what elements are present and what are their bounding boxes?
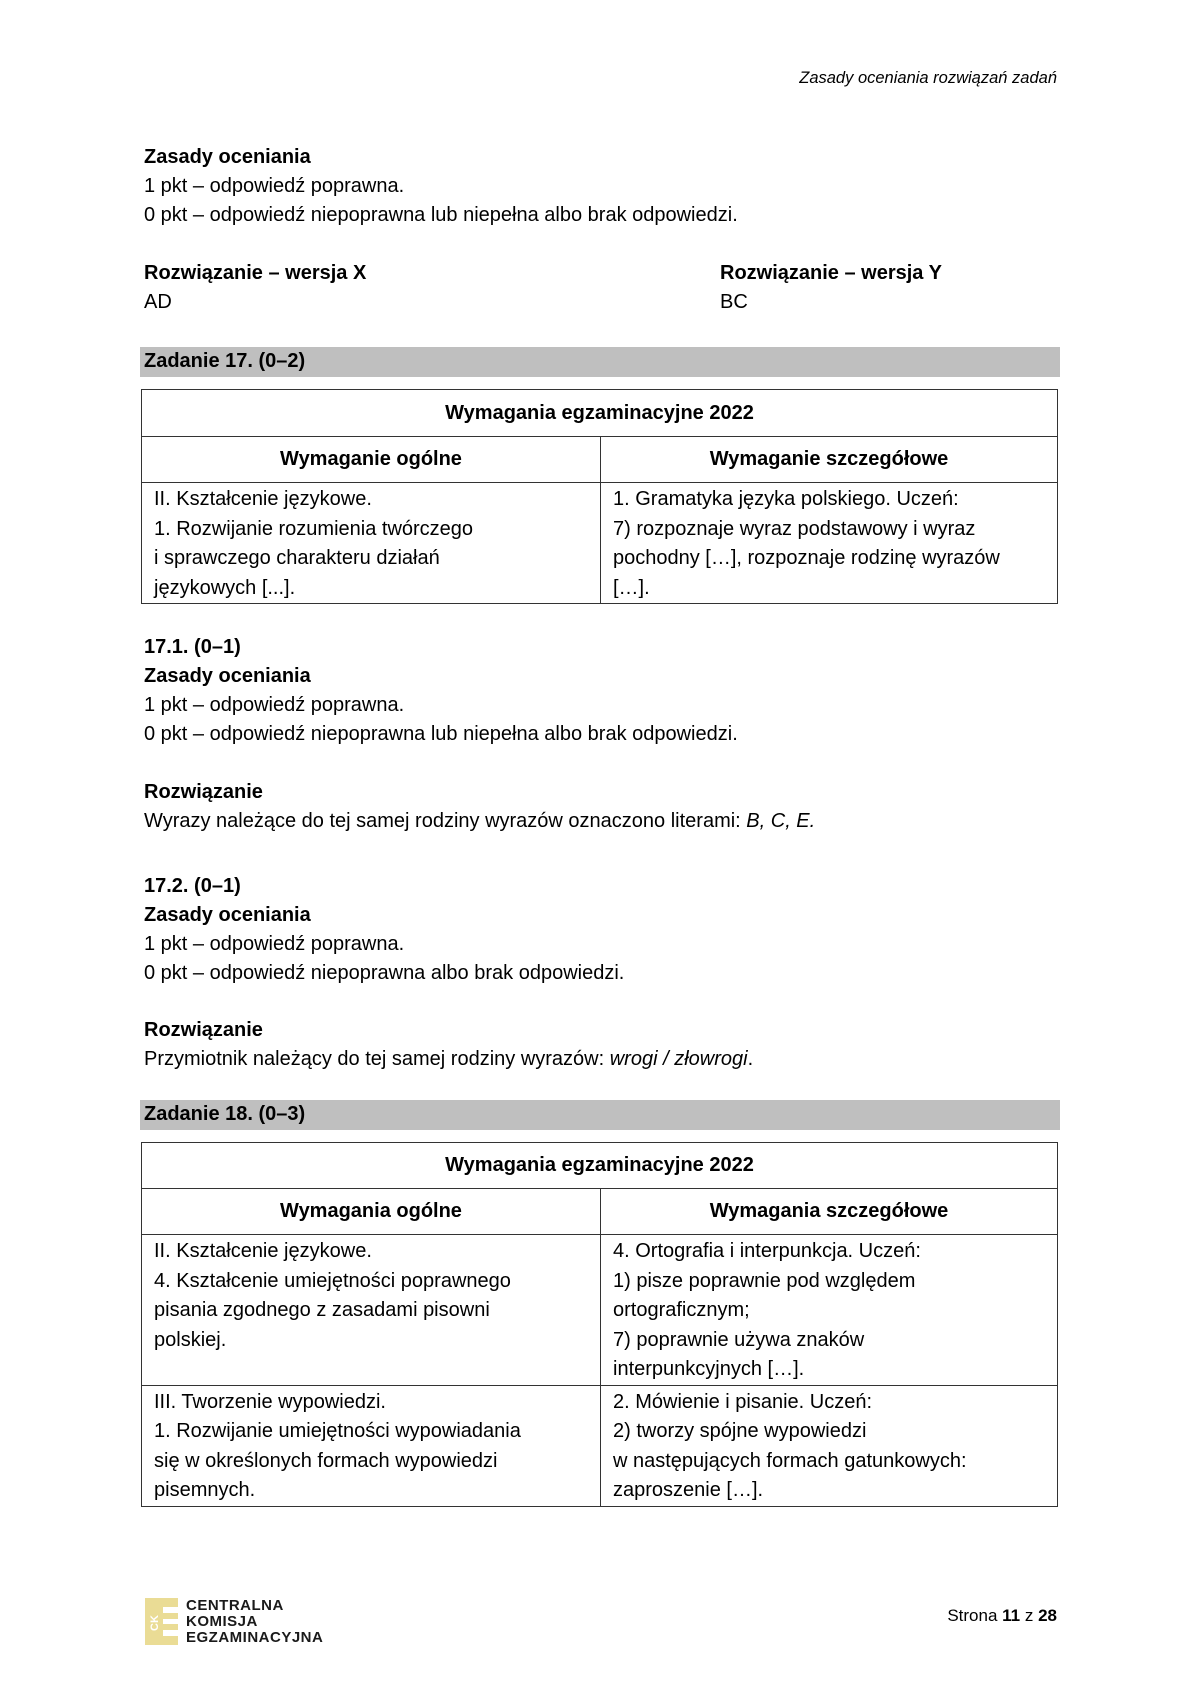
page-total: 28 (1038, 1606, 1057, 1625)
task-18-title-bar (140, 1100, 1060, 1130)
solution-answer: wrogi / złowrogi (609, 1048, 748, 1070)
cell-line: III. Tworzenie wypowiedzi. (154, 1390, 386, 1413)
cke-logo-icon (145, 1598, 178, 1645)
cell-line: 4. Kształcenie umiejętności poprawnego (154, 1269, 511, 1292)
cell-line: i sprawczego charakteru działań (154, 547, 440, 569)
cell-line: 4. Ortografia i interpunkcja. Uczeń: (613, 1240, 921, 1262)
cell-line: pisania zgodnego z zasadami pisowni (154, 1299, 490, 1321)
cell-line: polskiej. (154, 1328, 227, 1351)
subtask-17-1-solution-heading: Rozwiązanie (144, 781, 263, 803)
page-number (947, 1606, 1057, 1626)
solution-answer: B, C, E. (746, 810, 816, 832)
col-header-general: Wymagania ogólne (142, 1189, 601, 1235)
subtask-17-2-title: 17.2. (0–1) (144, 875, 241, 897)
table-row (142, 1385, 1058, 1506)
cell-line: 2. Mówienie i pisanie. Uczeń: (613, 1390, 873, 1413)
detailed-requirement-cell (601, 483, 1057, 603)
cell-line: II. Kształcenie językowe. (154, 1240, 372, 1262)
detailed-requirement-cell (601, 1386, 1057, 1506)
logo-line: KOMISJA (186, 1613, 258, 1630)
running-header: Zasady oceniania rozwiązań zadań (799, 69, 1057, 87)
logo-line: CENTRALNA (186, 1597, 284, 1614)
cell-line: 1) pisze poprawnie pod względem (613, 1269, 916, 1292)
cell-line: w następujących formach gatunkowych: (613, 1449, 967, 1472)
solution-y-heading: Rozwiązanie – wersja Y (720, 262, 942, 284)
col-header-detailed: Wymagania szczegółowe (601, 1189, 1058, 1235)
svg-text:CK: CK (149, 1615, 161, 1631)
rules-heading: Zasady oceniania (144, 146, 311, 168)
subtask-17-2-solution-heading: Rozwiązanie (144, 1019, 263, 1041)
subtask-17-2-rule-0pt: 0 pkt – odpowiedź niepoprawna albo brak odpowiedzi. (144, 962, 625, 984)
task-18-requirements-table (141, 1142, 1058, 1507)
solution-y-value: BC (720, 291, 748, 313)
solution-x-heading: Rozwiązanie – wersja X (144, 262, 367, 284)
subtask-17-1-rule-1pt: 1 pkt – odpowiedź poprawna. (144, 694, 405, 716)
subtask-17-1-title: 17.1. (0–1) (144, 636, 241, 658)
cell-line: zaproszenie […]. (613, 1479, 764, 1501)
subtask-17-2-rules-heading: Zasady oceniania (144, 904, 311, 926)
cell-line: językowych [...]. (154, 576, 296, 599)
solution-end: . (747, 1048, 754, 1070)
cell-line: się w określonych formach wypowiedzi (154, 1449, 498, 1472)
subtask-17-1-rules-heading: Zasady oceniania (144, 665, 311, 687)
table-row (142, 483, 1058, 604)
cell-line: interpunkcyjnych […]. (613, 1358, 805, 1380)
cell-line: 1. Gramatyka języka polskiego. Uczeń: (613, 488, 959, 510)
col-header-detailed: Wymaganie szczegółowe (601, 437, 1058, 483)
table-row (142, 1235, 1058, 1386)
cell-line: ortograficznym; (613, 1299, 750, 1321)
rule-0pt: 0 pkt – odpowiedź niepoprawna lub niepełna albo brak odpowiedzi. (144, 204, 738, 226)
logo-line: EGZAMINACYJNA (186, 1629, 324, 1646)
table-caption: Wymagania egzaminacyjne 2022 (142, 1143, 1058, 1189)
task-17-requirements-table (141, 389, 1058, 604)
rule-1pt: 1 pkt – odpowiedź poprawna. (144, 175, 405, 197)
cell-line: II. Kształcenie językowe. (154, 488, 372, 510)
col-header-general: Wymaganie ogólne (142, 437, 601, 483)
solution-x-value: AD (144, 291, 172, 313)
cell-line: 2) tworzy spójne wypowiedzi (613, 1420, 867, 1442)
subtask-17-2-rule-1pt: 1 pkt – odpowiedź poprawna. (144, 933, 405, 955)
cell-line: 7) poprawnie używa znaków (613, 1328, 865, 1351)
general-requirement-cell (142, 483, 600, 603)
cell-line: […]. (613, 576, 650, 599)
cell-line: 7) rozpoznaje wyraz podstawowy i wyraz (613, 517, 976, 540)
task-17-title: Zadanie 17. (0–2) (144, 350, 306, 372)
page-current: 11 (1002, 1606, 1021, 1625)
task-17-title-bar (140, 347, 1060, 377)
general-requirement-cell (142, 1386, 600, 1506)
table-caption: Wymagania egzaminacyjne 2022 (142, 390, 1058, 437)
subtask-17-1-solution (144, 809, 815, 833)
solution-text: Wyrazy należące do tej samej rodziny wyrazów oznaczono literami: (144, 810, 747, 832)
cell-line: 1. Rozwijanie rozumienia twórczego (154, 517, 474, 540)
cke-logo-text (186, 1598, 323, 1646)
cell-line: pisemnych. (154, 1479, 256, 1501)
solution-text: Przymiotnik należący do tej samej rodziny wyrazów: (144, 1048, 610, 1070)
task-18-title: Zadanie 18. (0–3) (144, 1103, 306, 1125)
page-prefix: Strona (947, 1606, 1003, 1625)
cell-line: 1. Rozwijanie umiejętności wypowiadania (154, 1420, 521, 1442)
subtask-17-2-solution (144, 1047, 753, 1071)
general-requirement-cell (142, 1235, 600, 1355)
subtask-17-1-rule-0pt: 0 pkt – odpowiedź niepoprawna lub niepełna albo brak odpowiedzi. (144, 723, 738, 745)
page-sep: z (1020, 1606, 1039, 1625)
detailed-requirement-cell (601, 1235, 1057, 1385)
cell-line: pochodny […], rozpoznaje rodzinę wyrazów (613, 547, 1000, 569)
